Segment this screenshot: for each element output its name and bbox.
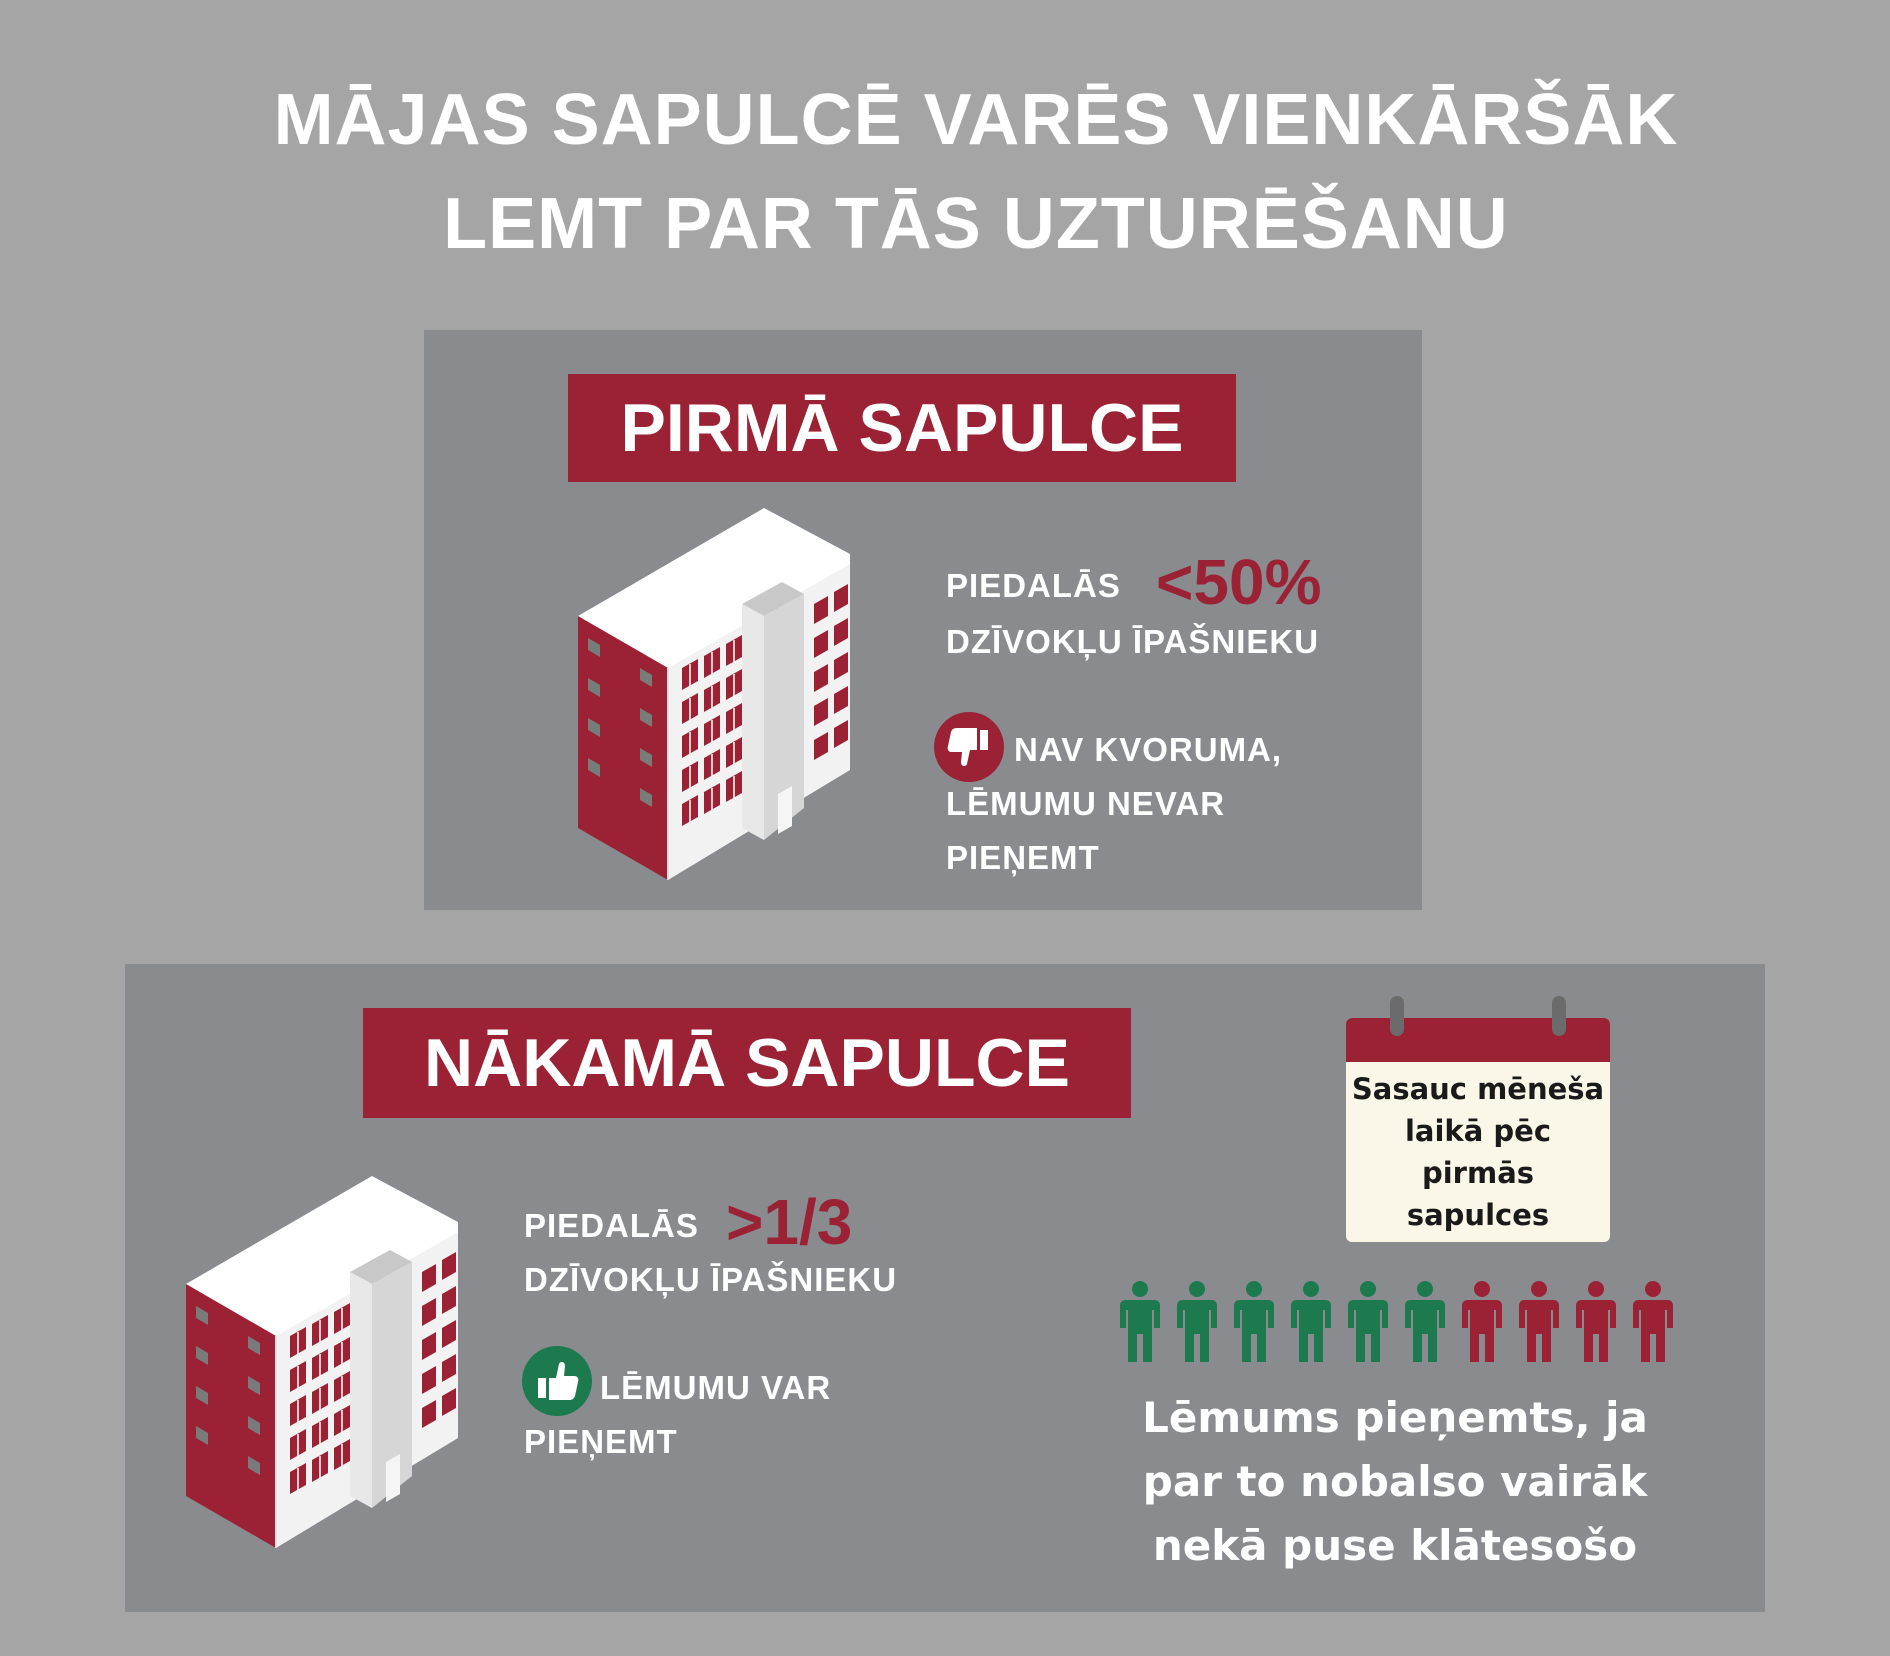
- first-participates-value: <50%: [1156, 546, 1322, 618]
- person-icon-green: [1287, 1280, 1335, 1364]
- next-participates-value: >1/3: [726, 1186, 853, 1258]
- person-icon-green: [1230, 1280, 1278, 1364]
- person-icon-green: [1344, 1280, 1392, 1364]
- calendar-page: [1346, 1018, 1610, 1242]
- person-icon-green: [1401, 1280, 1449, 1364]
- calendar-line-2: laikā pēc: [1404, 1114, 1552, 1148]
- person-icon-green: [1116, 1280, 1164, 1364]
- first-result-line-3: PIEŅEMT: [946, 839, 1100, 876]
- next-result-line-2: PIEŅEMT: [524, 1423, 678, 1460]
- thumbs-down-icon: [934, 712, 1004, 782]
- first-result-line-1: NAV KVORUMA,: [1014, 731, 1283, 768]
- thumbs-up-icon: [522, 1346, 592, 1416]
- page-title: [0, 68, 1890, 276]
- decision-line-3: nekā puse klātesošo: [1152, 1521, 1638, 1570]
- building-illustration-2: [186, 1176, 468, 1548]
- calendar-line-1: Sasauc mēneša: [1351, 1072, 1605, 1106]
- person-icon-red: [1629, 1280, 1677, 1364]
- first-owners-label: DZĪVOKĻU ĪPAŠNIEKU: [946, 623, 1320, 660]
- title-line-2: LEMT PAR TĀS UZTURĒŠANU: [443, 184, 1509, 264]
- calendar-ring-left: [1390, 996, 1404, 1036]
- calendar-line-3: pirmās sapulces: [1406, 1156, 1550, 1232]
- person-icon-red: [1572, 1280, 1620, 1364]
- title-line-1: MĀJAS SAPULCĒ VARĒS VIENKĀRŠĀK: [273, 80, 1679, 160]
- next-owners-label: DZĪVOKĻU ĪPAŠNIEKU: [524, 1261, 898, 1298]
- building-illustration-1: [578, 508, 860, 880]
- person-icon-green: [1173, 1280, 1221, 1364]
- first-participates-label: PIEDALĀS: [946, 567, 1121, 604]
- calendar-ring-right: [1552, 996, 1566, 1036]
- decision-line-1: Lēmums pieņemts, ja: [1142, 1393, 1648, 1442]
- calendar-text: [1346, 1068, 1610, 1236]
- first-result-line-2: LĒMUMU NEVAR: [946, 785, 1226, 822]
- calendar-icon: [1346, 996, 1610, 1242]
- decision-line-2: par to nobalso vairāk: [1142, 1457, 1648, 1506]
- next-participates-label: PIEDALĀS: [524, 1207, 699, 1244]
- next-result-line-1: LĒMUMU VAR: [600, 1369, 832, 1406]
- first-meeting-heading: PIRMĀ SAPULCE: [568, 374, 1236, 482]
- person-icon-red: [1515, 1280, 1563, 1364]
- calendar-header: [1346, 1018, 1610, 1062]
- person-icon-red: [1458, 1280, 1506, 1364]
- decision-text: [1100, 1386, 1690, 1578]
- next-meeting-heading: NĀKAMĀ SAPULCE: [363, 1008, 1131, 1118]
